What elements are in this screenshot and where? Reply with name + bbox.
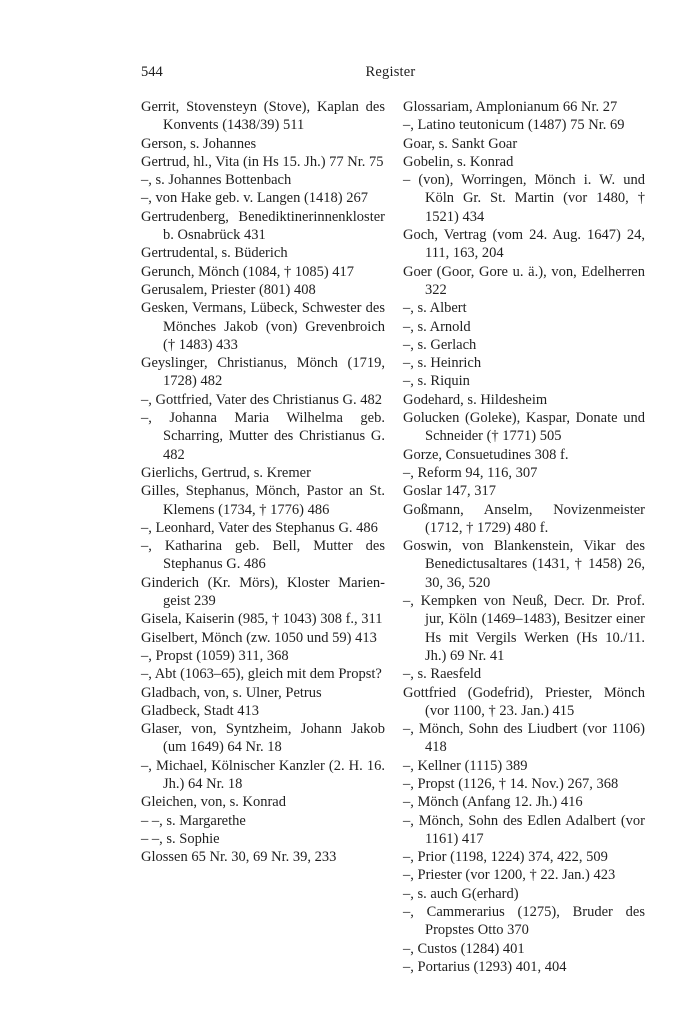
index-entry: Gisela, Kaiserin (985, † 1043) 308 f., 311 [141, 611, 383, 628]
index-entry: Gertrudental, s. Büderich [141, 245, 288, 262]
index-entry: Glossariam, Amplonianum 66 Nr. 27 [403, 99, 618, 115]
index-entry: Glossen 65 Nr. 30, 69 Nr. 39, 233 [141, 849, 337, 866]
index-entry: –, Katharina geb. Bell, Mutter des Stephanus G. 486 [141, 538, 385, 573]
index-entry: Gladbeck, Stadt 413 [141, 702, 259, 719]
index-entry: –, s. Raesfeld [403, 666, 482, 683]
index-entry: –, Leonhard, Vater des Stephanus G. 486 [141, 519, 378, 536]
index-entry: Gerusalem, Priester (801) 408 [141, 281, 316, 298]
index-entry: Goswin, von Blankenstein, Vikar des Benedictusaltares (1431, † 1458) 26, 30, 36, 520 [403, 538, 645, 591]
page-header [141, 64, 640, 86]
index-entry: –, Reform 94, 116, 307 [403, 464, 538, 481]
index-entry: –, von Hake geb. v. Langen (1418) 267 [141, 190, 368, 207]
index-entry: –, Mönch, Sohn des Liudbert (vor 1106) 418 [403, 721, 645, 756]
index-entry: –, Kellner (1115) 389 [403, 757, 528, 774]
index-entry: –, s. Heinrich [403, 355, 482, 372]
index-entry: –, s. Albert [403, 300, 467, 317]
index-entry: Gesken, Vermans, Lübeck, Schwester des Mönches Jakob (von) Grevenbroich († 1483) 433 [141, 300, 385, 353]
running-title: Register [365, 64, 416, 80]
page-number: 544 [141, 64, 163, 80]
index-entry: Ginderich (Kr. Mörs), Kloster Mariengeist 239 [141, 574, 385, 610]
index-entry: –, Priester (vor 1200, † 22. Jan.) 423 [403, 867, 616, 884]
index-entry: –, Propst (1126, † 14. Nov.) 267, 368 [403, 775, 619, 792]
index-entry: Gertrudenberg, Benediktinerinnenkloster b. Osnabrück 431 [141, 208, 385, 244]
index-entry: –, Kempken von Neuß, Decr. Dr. Prof. jur, Köln (1469–1483), Besitzer einer Hs mit Vergils Werken (Hs 10./11. Jh.) 69 Nr. 41 [403, 593, 645, 664]
index-entry: –, Mönch (Anfang 12. Jh.) 416 [403, 794, 583, 811]
index-entry: Giselbert, Mönch (zw. 1050 und 59) 413 [141, 629, 377, 646]
index-entry: Gorze, Consuetudines 308 f. [403, 446, 569, 463]
index-entry: –, Johanna Maria Wilhelma geb. Scharring, Mutter des Christianus G. 482 [141, 410, 385, 463]
index-entry: –, Michael, Kölnischer Kanzler (2. H. 16. Jh.) 64 Nr. 18 [141, 757, 385, 792]
index-entry: Goch, Vertrag (vom 24. Aug. 1647) 24, 111, 163, 204 [403, 227, 645, 262]
index-column-right [403, 98, 645, 976]
index-entry: – –, s. Margarethe [141, 812, 246, 829]
index-entry: –, Latino teutonicum (1487) 75 Nr. 69 [403, 117, 625, 134]
index-entry: Geyslinger, Christianus, Mönch (1719, 1728) 482 [141, 355, 385, 390]
index-entry: Goar, s. Sankt Goar [403, 135, 518, 152]
index-entry: –, Abt (1063–65), gleich mit dem Propst? [141, 666, 382, 683]
index-entry: Goer (Goor, Gore u. ä.), von, Edelherren 322 [403, 263, 645, 298]
index-entry: –, Custos (1284) 401 [403, 940, 525, 957]
index-entry: –, s. Arnold [403, 318, 471, 335]
index-entry: –, s. Johannes Bottenbach [141, 172, 292, 189]
index-entry: Gerunch, Mönch (1084, † 1085) 417 [141, 263, 355, 280]
index-entry: – (von), Worringen, Mönch i. W. und Köln Gr. St. Martin (vor 1480, † 1521) 434 [403, 172, 645, 225]
index-entry: Gerson, s. Johannes [141, 135, 257, 152]
index-entry: Goßmann, Anselm, Novizenmeister (1712, † 1729) 480 f. [403, 501, 645, 536]
index-column-left [141, 98, 385, 866]
index-entry: Gleichen, von, s. Konrad [141, 794, 286, 811]
index-entry: Gladbach, von, s. Ulner, Petrus [141, 684, 322, 701]
index-entry: Golucken (Goleke), Kaspar, Donate und Schneider († 1771) 505 [403, 410, 645, 445]
index-entry: –, Mönch, Sohn des Edlen Adalbert (vor 1161) 417 [403, 812, 645, 847]
index-entry: Gobelin, s. Konrad [403, 153, 514, 170]
index-entry: –, Cammerarius (1275), Bruder des Propstes Otto 370 [403, 904, 645, 939]
index-entry: Gertrud, hl., Vita (in Hs 15. Jh.) 77 Nr. 75 [141, 153, 384, 170]
index-entry: –, Propst (1059) 311, 368 [141, 647, 289, 664]
index-entry: Glaser, von, Syntzheim, Johann Jakob (um 1649) 64 Nr. 18 [141, 721, 385, 756]
index-entry: – –, s. Sophie [141, 830, 220, 847]
index-entry: –, s. Gerlach [403, 336, 477, 353]
index-entry: Godehard, s. Hildesheim [403, 391, 548, 408]
index-entry: –, Prior (1198, 1224) 374, 422, 509 [403, 849, 608, 866]
index-entry: –, Portarius (1293) 401, 404 [403, 958, 567, 975]
index-entry: –, s. Riquin [403, 373, 470, 390]
index-entry: Gilles, Stephanus, Mönch, Pastor an St. Klemens (1734, † 1776) 486 [141, 483, 385, 518]
index-entry: Gottfried (Godefrid), Priester, Mönch (vor 1100, † 23. Jan.) 415 [403, 684, 645, 719]
index-entry: –, Gottfried, Vater des Christianus G. 482 [141, 391, 382, 408]
index-entry: Gerrit, Stovensteyn (Stove), Kaplan des Konvents (1438/39) 511 [141, 99, 385, 134]
index-entry: Gierlichs, Gertrud, s. Kremer [141, 464, 311, 481]
index-entry: Goslar 147, 317 [403, 483, 497, 500]
index-entry: –, s. auch G(erhard) [403, 885, 519, 902]
